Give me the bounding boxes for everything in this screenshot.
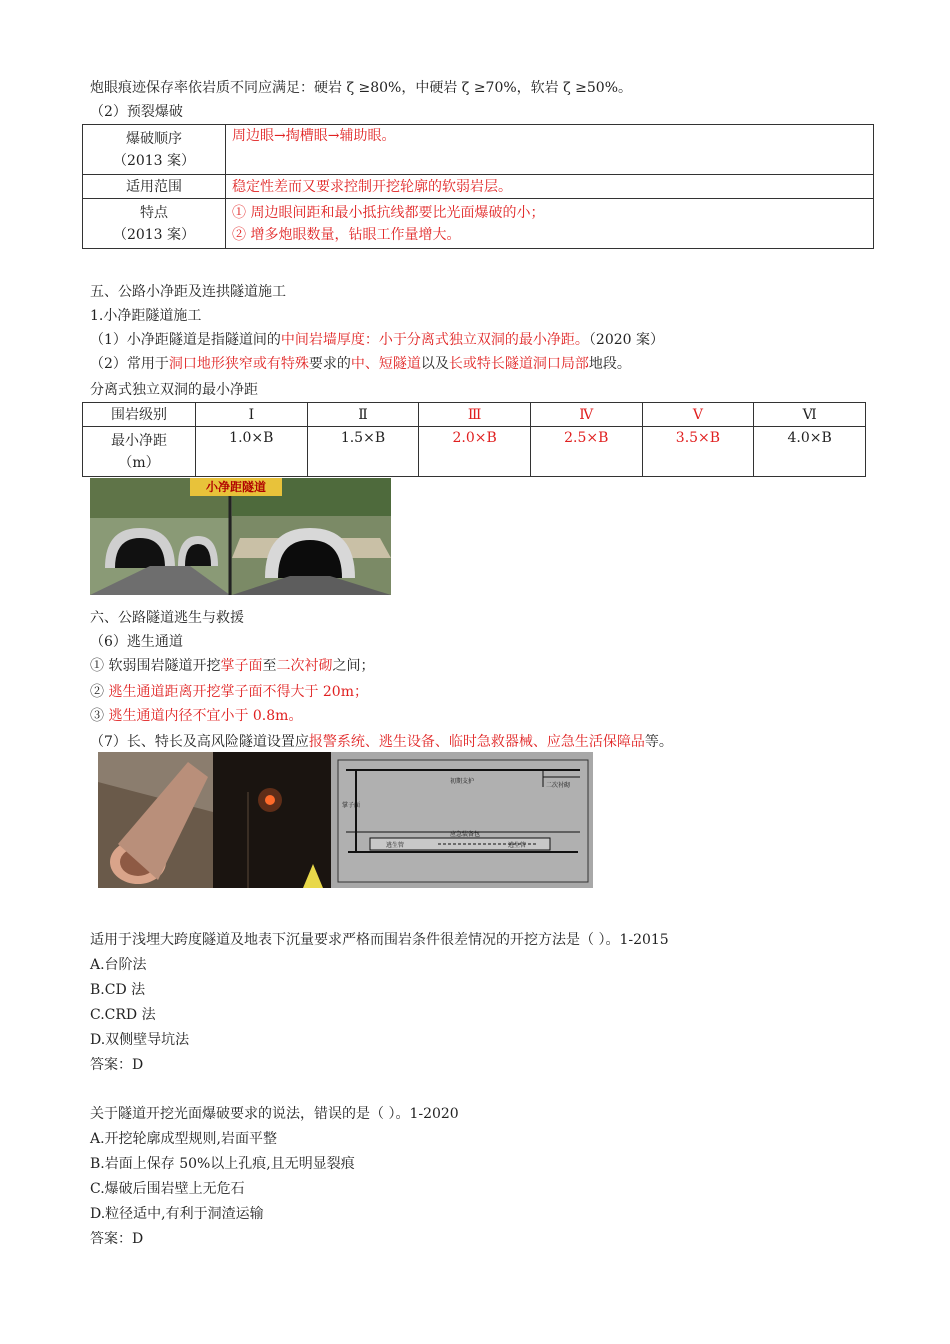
q2-option-c: C.爆破后围岩壁上无危石 <box>90 1181 245 1197</box>
section6-sub6: （6）逃生通道 <box>90 634 183 650</box>
q1-answer: 答案：D <box>90 1057 144 1073</box>
q1-option-b: B.CD 法 <box>90 982 146 998</box>
q2-option-a: A.开挖轮廓成型规则,岩面平整 <box>90 1131 278 1147</box>
diagram-label-secondary-lining: 二次衬砌 <box>546 782 571 789</box>
twin-tunnel-photo <box>90 478 391 595</box>
table2-value-2: 1.5×B <box>307 427 419 477</box>
q2-stem: 关于隧道开挖光面爆破要求的说法，错误的是（ ）。1-2020 <box>90 1106 459 1122</box>
section6-title: 六、公路隧道逃生与救援 <box>90 610 244 626</box>
table2-row-label: 最小净距 （m） <box>83 427 196 477</box>
diagram-label-pipe-2: 逃生管 <box>508 842 527 849</box>
q1-option-a: A.台阶法 <box>90 957 147 973</box>
table2-caption: 分离式独立双洞的最小净距 <box>90 382 258 398</box>
q1-option-c: C.CRD 法 <box>90 1007 156 1023</box>
escape-pipe-figure <box>98 752 593 888</box>
table2-grade-5: Ⅴ <box>642 403 754 427</box>
table2-grade-1: Ⅰ <box>196 403 308 427</box>
escape-item-7: （7）长、特长及高风险隧道设置应报警系统、逃生设备、临时急救器械、应急生活保障品等。 <box>90 734 673 750</box>
escape-item-3: ③ 逃生通道内径不宜小于 0.8m。 <box>90 708 303 724</box>
table2-grade-2: Ⅱ <box>307 403 419 427</box>
table2-value-3: 2.0×B <box>419 427 531 477</box>
table2-header-label: 围岩级别 <box>83 403 196 427</box>
photo-banner: 小净距隧道 <box>190 478 282 496</box>
table2-value-6: 4.0×B <box>754 427 866 477</box>
presplit-heading: （2）预裂爆破 <box>90 104 183 120</box>
q1-stem: 适用于浅埋大跨度隧道及地表下沉量要求严格而围岩条件很差情况的开挖方法是（ ）。1-2015 <box>90 932 669 948</box>
section5-title: 五、公路小净距及连拱隧道施工 <box>90 284 286 300</box>
table1-label-scope: 适用范围 <box>83 175 226 199</box>
section5-p1: （1）小净距隧道是指隧道间的中间岩墙厚度：小于分离式独立双洞的最小净距。（2020 案） <box>90 332 665 348</box>
intro-line: 炮眼痕迹保存率依岩质不同应满足：硬岩 ζ ≥80%，中硬岩 ζ ≥70%，软岩 ζ ≥50%。 <box>90 80 633 96</box>
table2-value-5: 3.5×B <box>642 427 754 477</box>
table2-grade-4: Ⅳ <box>530 403 642 427</box>
escape-item-1: ① 软弱围岩隧道开挖掌子面至二次衬砌之间； <box>90 658 375 674</box>
q1-option-d: D.双侧壁导坑法 <box>90 1032 190 1048</box>
diagram-label-pack: 应急装备包 <box>450 831 481 838</box>
clearance-table <box>82 402 866 477</box>
table2-grade-6: Ⅵ <box>754 403 866 427</box>
table2-value-1: 1.0×B <box>196 427 308 477</box>
table1-value-feature: ① 周边眼间距和最小抵抗线都要比光面爆破的小； ② 增多炮眼数量，钻眼工作量增大。 <box>226 199 874 249</box>
section5-p2: （2）常用于洞口地形狭窄或有特殊要求的中、短隧道以及长或特长隧道洞口局部地段。 <box>90 356 631 372</box>
table2-grade-3: Ⅲ <box>419 403 531 427</box>
escape-item-2: ② 逃生通道距离开挖掌子面不得大于 20m； <box>90 684 368 700</box>
diagram-label-face: 掌子面 <box>342 802 361 809</box>
q2-option-b: B.岩面上保存 50%以上孔痕,且无明显裂痕 <box>90 1156 355 1172</box>
section5-sub1: 1.小净距隧道施工 <box>90 308 202 324</box>
q2-answer: 答案：D <box>90 1231 144 1247</box>
table1-value-scope: 稳定性差而又要求控制开挖轮廓的软弱岩层。 <box>226 175 874 199</box>
q2-option-d: D.粒径适中,有利于洞渣运输 <box>90 1206 264 1222</box>
table1-label-order: 爆破顺序 （2013 案） <box>83 125 226 175</box>
table1-value-order: 周边眼→掏槽眼→辅助眼。 <box>226 125 874 175</box>
presplit-table <box>82 124 874 249</box>
table1-label-feature: 特点 （2013 案） <box>83 199 226 249</box>
table2-value-4: 2.5×B <box>530 427 642 477</box>
diagram-label-pipe-1: 逃生管 <box>386 842 405 849</box>
diagram-label-initial-support: 初期支护 <box>450 778 475 785</box>
